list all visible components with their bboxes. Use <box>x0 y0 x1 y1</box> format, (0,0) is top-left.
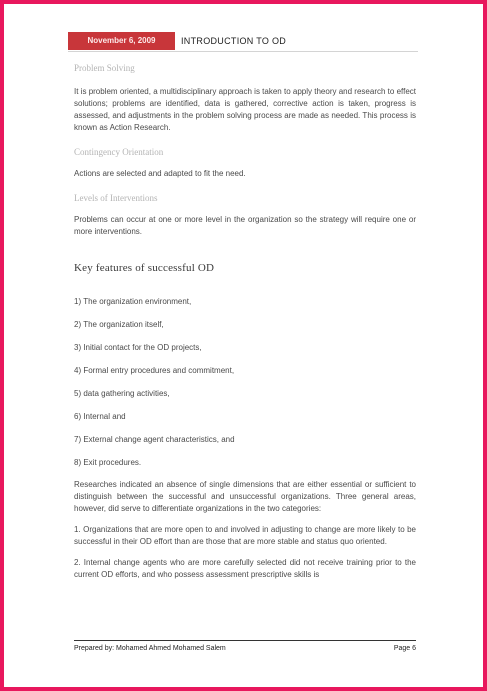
list-item: 7) External change agent characteristics, and <box>74 435 235 444</box>
page-footer <box>74 640 416 657</box>
list-item: 3) Initial contact for the OD projects, <box>74 343 202 352</box>
paragraph-finding-1: 1. Organizations that are more open to and involved in adjusting to change are more likely to be successful in their OD effort than are those that are more stable and status quo oriented. <box>74 525 416 546</box>
footer-author: Prepared by: Mohamed Ahmed Mohamed Salem <box>74 645 226 652</box>
footer-divider <box>74 640 416 641</box>
paragraph-research: Researches indicated an absence of single dimensions that are either essential or sufficient to distinguish between the successful and unsuccessful organizations. Three general areas, however, did serve to differentiate organizations in the two categories: <box>74 480 416 513</box>
header-date: November 6, 2009 <box>68 32 175 50</box>
footer-page-number: Page 6 <box>393 645 416 652</box>
document-page <box>4 4 483 687</box>
paragraph-problem-solving: It is problem oriented, a multidisciplinary approach is taken to apply theory and research to effect solutions; problems are identified, data is gathered, corrective action is taken, progress is assessed, and adjustments in the problem solving process are made as needed. This process is known as Action Research. <box>74 87 416 132</box>
key-features-list <box>74 296 416 469</box>
key-features-heading: Key features of successful OD <box>74 262 215 274</box>
header-title: INTRODUCTION TO OD <box>181 36 287 46</box>
list-item: 4) Formal entry procedures and commitment, <box>74 366 235 375</box>
subheading-contingency: Contingency Orientation <box>74 147 164 157</box>
subheading-problem-solving: Problem Solving <box>74 63 135 73</box>
list-item: 1) The organization environment, <box>74 297 192 306</box>
page-content <box>74 62 416 581</box>
paragraph-contingency: Actions are selected and adapted to fit the need. <box>74 169 246 178</box>
list-item: 8) Exit procedures. <box>74 458 142 467</box>
subheading-levels: Levels of Interventions <box>74 193 158 203</box>
list-item: 6) Internal and <box>74 412 126 421</box>
page-header <box>68 32 418 52</box>
list-item: 5) data gathering activities, <box>74 389 170 398</box>
paragraph-levels: Problems can occur at one or more level in the organization so the strategy will require one or more interventions. <box>74 215 416 236</box>
header-divider <box>68 51 418 52</box>
paragraph-finding-2: 2. Internal change agents who are more carefully selected did not receive training prior to the current OD efforts, and who possess assessment prescriptive skills is <box>74 558 416 579</box>
list-item: 2) The organization itself, <box>74 320 164 329</box>
